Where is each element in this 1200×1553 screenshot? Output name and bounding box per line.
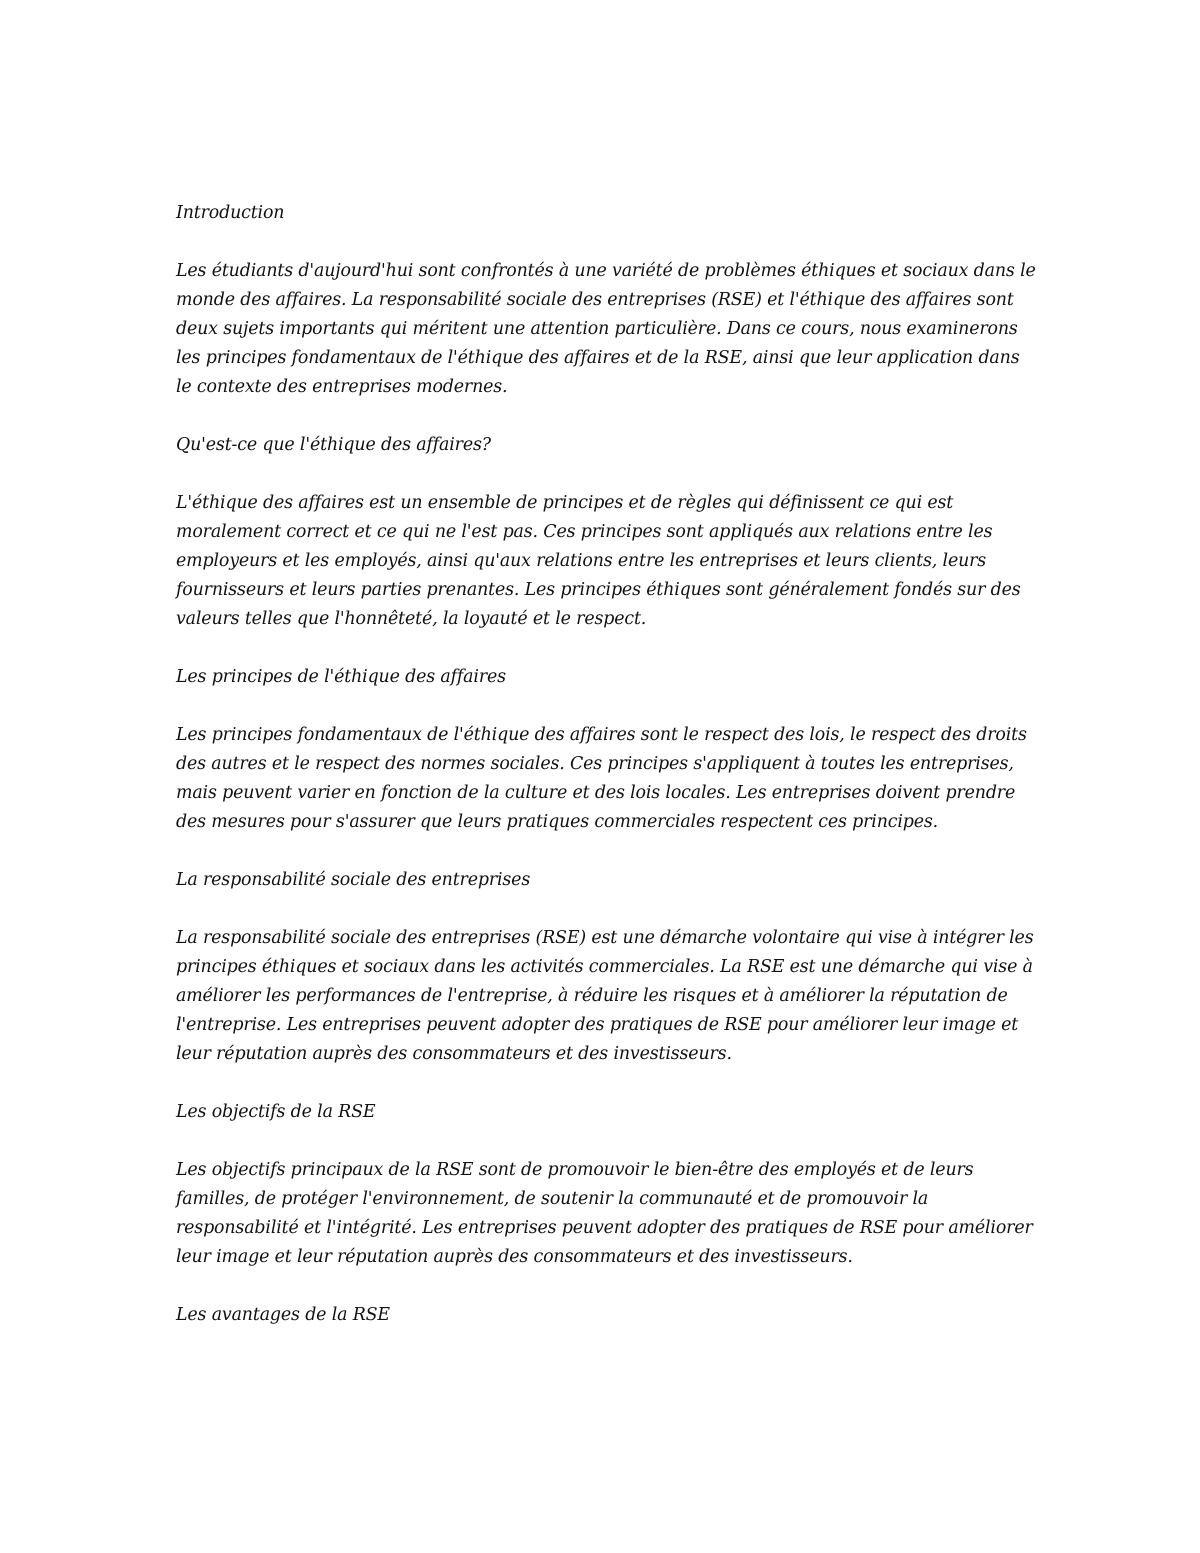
- paragraph-principles: Les principes fondamentaux de l'éthique des affaires sont le respect des lois, le respect des droits des autres et le respect des normes sociales. Ces principes s'appliquent à toutes les entreprises, mais peuvent varier en fonction de la culture et des lois locales. Les entreprises doivent prendre des mesures pour s'assurer que leurs pratiques commerciales respectent ces principes.: [176, 725, 1027, 832]
- paragraph-csr: La responsabilité sociale des entreprises (RSE) est une démarche volontaire qui vise à intégrer les principes éthiques et sociaux dans les activités commerciales. La RSE est une démarche qui vise à améliorer les performances de l'entreprise, à réduire les risques et à améliorer la réputation de l'entreprise. Les entreprises peuvent adopter des pratiques de RSE pour améliorer leur image et leur réputation auprès des consommateurs et des investisseurs.: [176, 928, 1034, 1064]
- section-heading-advantages: Les avantages de la RSE: [176, 1305, 390, 1325]
- paragraph-introduction: Les étudiants d'aujourd'hui sont confrontés à une variété de problèmes éthiques et sociaux dans le monde des affaires. La responsabilité sociale des entreprises (RSE) et l'éthique des affaires sont deux sujets importants qui méritent une attention particulière. Dans ce cours, nous examinerons les principes fondamentaux de l'éthique des affaires et de la RSE, ainsi que leur application dans le contexte des entreprises modernes.: [176, 261, 1036, 397]
- section-heading-principles: Les principes de l'éthique des affaires: [176, 667, 506, 687]
- section-heading-introduction: Introduction: [176, 203, 285, 223]
- paragraph-definition: L'éthique des affaires est un ensemble de principes et de règles qui définissent ce qui est moralement correct et ce qui ne l'est pas. Ces principes sont appliqués aux relations entre les employeurs et les employés, ainsi qu'aux relations entre les entreprises et leurs clients, leurs fournisseurs et leurs parties prenantes. Les principes éthiques sont généralement fondés sur des valeurs telles que l'honnêteté, la loyauté et le respect.: [176, 493, 1021, 629]
- section-heading-definition: Qu'est-ce que l'éthique des affaires?: [176, 435, 491, 455]
- section-heading-objectives: Les objectifs de la RSE: [176, 1102, 376, 1122]
- document-body: [176, 199, 1036, 1359]
- paragraph-objectives: Les objectifs principaux de la RSE sont de promouvoir le bien-être des employés et de leurs familles, de protéger l'environnement, de soutenir la communauté et de promouvoir la responsabilité et l'intégrité. Les entreprises peuvent adopter des pratiques de RSE pour améliorer leur image et leur réputation auprès des consommateurs et des investisseurs.: [176, 1160, 1033, 1267]
- section-heading-csr: La responsabilité sociale des entreprises: [176, 870, 531, 890]
